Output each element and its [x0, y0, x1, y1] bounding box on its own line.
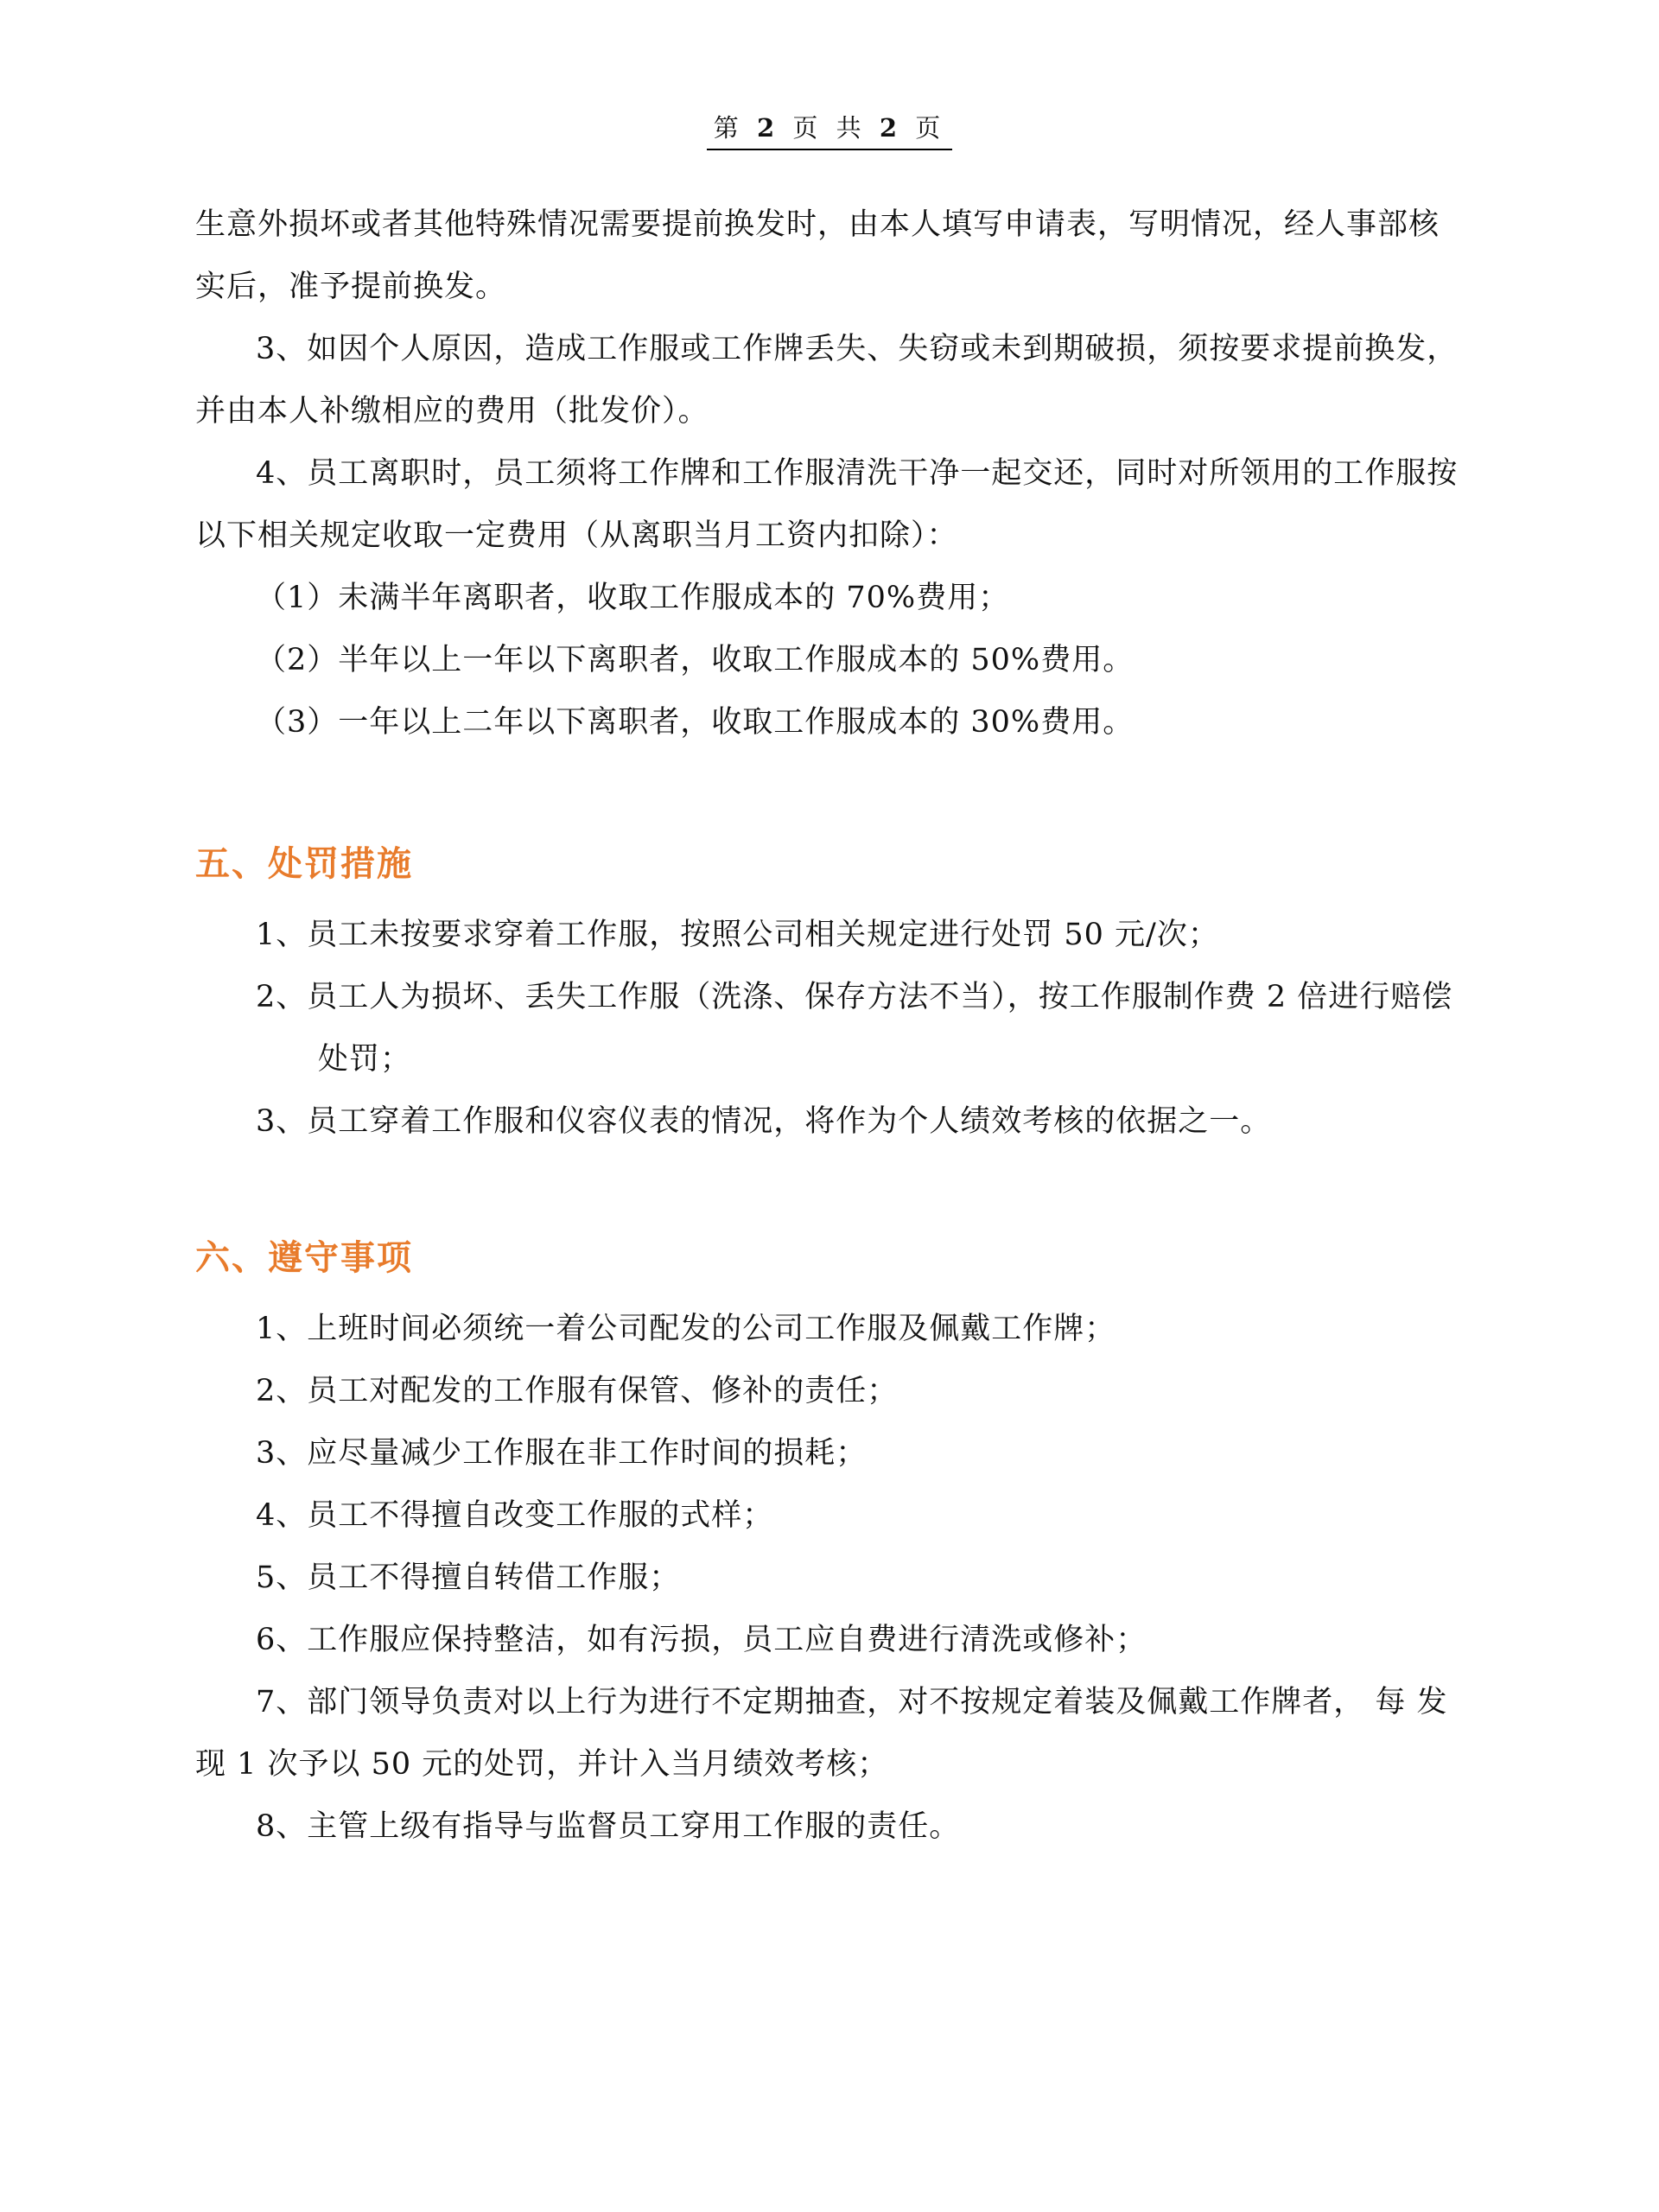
item-3-line-2: 并由本人补缴相应的费用（批发价）。: [195, 394, 709, 429]
penalty-item-3: 3、员工穿着工作服和仪容仪表的情况，将作为个人绩效考核的依据之一。: [256, 1104, 1272, 1139]
page-prefix: 第: [713, 113, 744, 143]
item-4-line-2: 以下相关规定收取一定费用（从离职当月工资内扣除）：: [195, 518, 958, 553]
rule-item-3: 3、应尽量减少工作服在非工作时间的损耗；: [256, 1436, 868, 1471]
continuation-line-2: 实后，准予提前换发。: [195, 270, 507, 304]
item-3-line-1: 3、如因个人原因，造成工作服或工作牌丢失、失窃或未到期破损，须按要求提前换发，: [256, 332, 1459, 366]
rule-item-1: 1、上班时间必须统一着公司配发的公司工作服及佩戴工作牌；: [256, 1312, 1116, 1346]
page-number-indicator: [707, 111, 953, 150]
rule-item-8: 8、主管上级有指导与监督员工穿用工作服的责任。: [256, 1809, 961, 1844]
section-5-heading: 五、处罚措施: [195, 844, 413, 884]
penalty-item-2-line-1: 2、员工人为损坏、丢失工作服（洗涤、保存方法不当），按工作服制作费 2 倍进行赔偿: [256, 980, 1453, 1014]
rule-item-7-line-2: 现 1 次予以 50 元的处罚，并计入当月绩效考核；: [195, 1747, 889, 1782]
sub-item-1: （1）未满半年离职者，收取工作服成本的 70%费用；: [256, 581, 1010, 615]
section-5-body: [195, 904, 1491, 1153]
total-page-number: 2: [879, 113, 903, 143]
page-middle: 页 共: [792, 113, 867, 143]
sub-item-2: （2）半年以上一年以下离职者，收取工作服成本的 50%费用。: [256, 643, 1135, 677]
rule-item-7-line-1: 7、部门领导负责对以上行为进行不定期抽查，对不按规定着装及佩戴工作牌者， 每 发: [256, 1685, 1448, 1719]
penalty-item-2-line-2: 处罚；: [318, 1042, 412, 1077]
page-suffix: 页: [915, 113, 946, 143]
item-4-line-1: 4、员工离职时，员工须将工作牌和工作服清洗干净一起交还，同时对所领用的工作服按: [256, 456, 1459, 491]
page-header: [0, 111, 1659, 150]
rule-item-5: 5、员工不得擅自转借工作服；: [256, 1560, 681, 1595]
rule-item-6: 6、工作服应保持整洁，如有污损，员工应自费进行清洗或修补；: [256, 1623, 1147, 1657]
rule-item-2: 2、员工对配发的工作服有保管、修补的责任；: [256, 1374, 899, 1408]
current-page-number: 2: [756, 113, 780, 143]
section-6-heading: 六、遵守事项: [195, 1238, 413, 1278]
intro-section: [195, 194, 1491, 753]
rule-item-4: 4、员工不得擅自改变工作服的式样；: [256, 1498, 774, 1533]
sub-item-3: （3）一年以上二年以下离职者，收取工作服成本的 30%费用。: [256, 705, 1135, 740]
penalty-item-1: 1、员工未按要求穿着工作服，按照公司相关规定进行处罚 50 元/次；: [256, 918, 1219, 952]
continuation-line-1: 生意外损坏或者其他特殊情况需要提前换发时，由本人填写申请表，写明情况，经人事部核: [195, 207, 1440, 242]
section-6-body: [195, 1298, 1491, 1858]
